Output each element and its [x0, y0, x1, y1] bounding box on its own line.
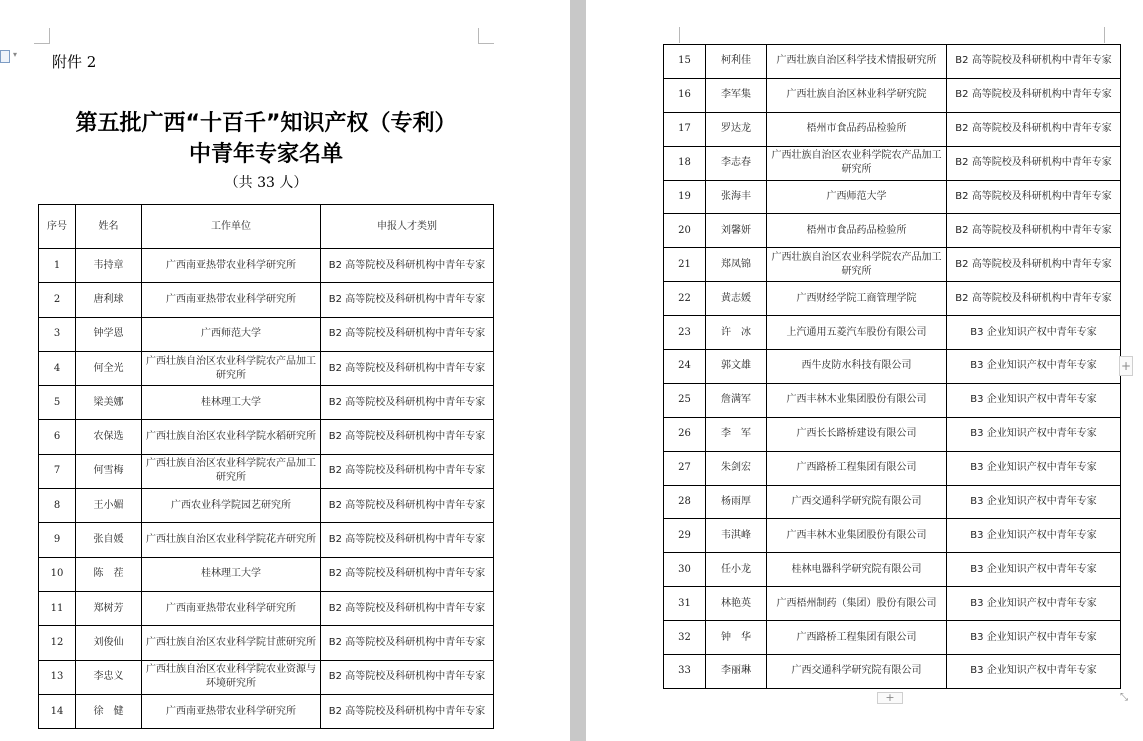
table-row	[39, 591, 494, 625]
talent-category: B2 高等院校及科研机构中青年专家	[947, 112, 1121, 146]
document-title: 第五批广西“十百千”知识产权（专利）	[75, 111, 457, 136]
work-unit: 广西壮族自治区农业科学院农产品加工研究所	[767, 146, 947, 180]
talent-category: B2 高等院校及科研机构中青年专家	[321, 557, 494, 591]
work-unit: 梧州市食品药品检验所	[767, 214, 947, 248]
row-number: 26	[664, 417, 706, 451]
talent-category: B2 高等院校及科研机构中青年专家	[321, 420, 494, 454]
table-row	[39, 283, 494, 317]
table-row	[39, 420, 494, 454]
work-unit: 广西南亚热带农业科学研究所	[142, 694, 321, 728]
row-number: 16	[664, 78, 706, 112]
talent-category: B2 高等院校及科研机构中青年专家	[947, 214, 1121, 248]
talent-category: B3 企业知识产权中青年专家	[947, 417, 1121, 451]
expert-name: 许 冰	[706, 316, 767, 350]
talent-category: B2 高等院校及科研机构中青年专家	[947, 282, 1121, 316]
row-number: 28	[664, 485, 706, 519]
work-unit: 广西丰林木业集团股份有限公司	[767, 383, 947, 417]
table-row	[664, 350, 1121, 384]
table-row	[664, 180, 1121, 214]
talent-category: B2 高等院校及科研机构中青年专家	[947, 78, 1121, 112]
work-unit: 广西壮族自治区农业科学院农业资源与环境研究所	[142, 660, 321, 694]
margin-corner-mark	[664, 27, 680, 43]
talent-category: B2 高等院校及科研机构中青年专家	[321, 351, 494, 385]
row-number: 4	[39, 351, 76, 385]
work-unit: 广西农业科学院园艺研究所	[142, 489, 321, 523]
talent-category: B3 企业知识产权中青年专家	[947, 383, 1121, 417]
table-row	[39, 626, 494, 660]
row-number: 29	[664, 519, 706, 553]
expert-name: 黄志媛	[706, 282, 767, 316]
page-2	[586, 0, 1143, 741]
expert-name: 罗达龙	[706, 112, 767, 146]
table-row	[664, 45, 1121, 79]
expert-name: 张海丰	[706, 180, 767, 214]
row-number: 25	[664, 383, 706, 417]
document-icon[interactable]	[0, 50, 24, 68]
header-no: 序号	[39, 205, 76, 249]
expert-name: 郑树芳	[76, 591, 142, 625]
row-number: 5	[39, 386, 76, 420]
talent-category: B3 企业知识产权中青年专家	[947, 553, 1121, 587]
expert-name: 唐利球	[76, 283, 142, 317]
table-row	[39, 489, 494, 523]
expert-name: 林艳英	[706, 587, 767, 621]
table-row	[664, 214, 1121, 248]
work-unit: 广西壮族自治区农业科学院农产品加工研究所	[142, 454, 321, 488]
row-number: 11	[39, 591, 76, 625]
talent-category: B2 高等院校及科研机构中青年专家	[321, 283, 494, 317]
talent-category: B3 企业知识产权中青年专家	[947, 350, 1121, 384]
row-number: 19	[664, 180, 706, 214]
talent-category: B2 高等院校及科研机构中青年专家	[321, 694, 494, 728]
expert-name: 韦淇峰	[706, 519, 767, 553]
expert-name: 郑凤锦	[706, 248, 767, 282]
page-1	[0, 0, 570, 741]
table-resize-handle[interactable]: ⤡	[1120, 692, 1128, 703]
talent-category: B2 高等院校及科研机构中青年专家	[321, 454, 494, 488]
expert-name: 詹满军	[706, 383, 767, 417]
work-unit: 桂林理工大学	[142, 386, 321, 420]
work-unit: 广西南亚热带农业科学研究所	[142, 249, 321, 283]
expert-name: 农保选	[76, 420, 142, 454]
expert-name: 钟学恩	[76, 317, 142, 351]
talent-category: B3 企业知识产权中青年专家	[947, 655, 1121, 689]
expert-name: 李军集	[706, 78, 767, 112]
table-row	[39, 351, 494, 385]
talent-category: B3 企业知识产权中青年专家	[947, 485, 1121, 519]
expert-name: 李忠义	[76, 660, 142, 694]
expert-name: 何全光	[76, 351, 142, 385]
table-row	[39, 454, 494, 488]
row-number: 21	[664, 248, 706, 282]
row-number: 18	[664, 146, 706, 180]
talent-category: B2 高等院校及科研机构中青年专家	[947, 45, 1121, 79]
table-row	[39, 694, 494, 728]
talent-category: B3 企业知识产权中青年专家	[947, 316, 1121, 350]
work-unit: 梧州市食品药品检验所	[767, 112, 947, 146]
work-unit: 广西梧州制药（集团）股份有限公司	[767, 587, 947, 621]
table-row	[664, 621, 1121, 655]
work-unit: 广西壮族自治区林业科学研究院	[767, 78, 947, 112]
expert-name: 朱剑宏	[706, 451, 767, 485]
work-unit: 上汽通用五菱汽车股份有限公司	[767, 316, 947, 350]
table-header-row	[39, 205, 494, 249]
expert-name: 刘俊仙	[76, 626, 142, 660]
work-unit: 桂林理工大学	[142, 557, 321, 591]
talent-category: B2 高等院校及科研机构中青年专家	[321, 489, 494, 523]
work-unit: 广西壮族自治区农业科学院水稻研究所	[142, 420, 321, 454]
talent-category: B3 企业知识产权中青年专家	[947, 587, 1121, 621]
attachment-label: 附件 2	[52, 53, 97, 71]
add-row-button[interactable]: +	[877, 692, 903, 704]
row-number: 20	[664, 214, 706, 248]
table-row	[664, 587, 1121, 621]
document-subtitle: （共 33 人）	[224, 175, 308, 191]
page-gutter	[570, 0, 586, 741]
expert-table-part1	[38, 204, 494, 729]
table-row	[664, 655, 1121, 689]
talent-category: B2 高等院校及科研机构中青年专家	[321, 249, 494, 283]
expert-name: 李志春	[706, 146, 767, 180]
work-unit: 广西壮族自治区农业科学院甘蔗研究所	[142, 626, 321, 660]
row-number: 3	[39, 317, 76, 351]
row-number: 2	[39, 283, 76, 317]
work-unit: 广西路桥工程集团有限公司	[767, 621, 947, 655]
talent-category: B2 高等院校及科研机构中青年专家	[321, 591, 494, 625]
work-unit: 广西师范大学	[142, 317, 321, 351]
expert-name: 刘馨妍	[706, 214, 767, 248]
table-row	[39, 523, 494, 557]
work-unit: 广西长长路桥建设有限公司	[767, 417, 947, 451]
margin-corner-mark	[478, 28, 494, 44]
header-category: 申报人才类别	[321, 205, 494, 249]
expert-name: 韦持章	[76, 249, 142, 283]
work-unit: 广西壮族自治区农业科学院花卉研究所	[142, 523, 321, 557]
talent-category: B2 高等院校及科研机构中青年专家	[947, 248, 1121, 282]
table-row	[664, 282, 1121, 316]
work-unit: 广西交通科学研究院有限公司	[767, 655, 947, 689]
expert-name: 郭文雄	[706, 350, 767, 384]
table-row	[664, 553, 1121, 587]
talent-category: B2 高等院校及科研机构中青年专家	[321, 317, 494, 351]
work-unit: 广西壮族自治区农业科学院农产品加工研究所	[142, 351, 321, 385]
row-number: 27	[664, 451, 706, 485]
row-number: 22	[664, 282, 706, 316]
table-row	[39, 249, 494, 283]
expert-name: 何雪梅	[76, 454, 142, 488]
table-row	[664, 316, 1121, 350]
table-row	[664, 451, 1121, 485]
table-row	[664, 519, 1121, 553]
expert-name: 杨雨厚	[706, 485, 767, 519]
row-number: 7	[39, 454, 76, 488]
work-unit: 广西丰林木业集团股份有限公司	[767, 519, 947, 553]
talent-category: B2 高等院校及科研机构中青年专家	[947, 146, 1121, 180]
table-row	[664, 383, 1121, 417]
work-unit: 广西交通科学研究院有限公司	[767, 485, 947, 519]
work-unit: 广西财经学院工商管理学院	[767, 282, 947, 316]
expert-name: 王小媚	[76, 489, 142, 523]
talent-category: B2 高等院校及科研机构中青年专家	[321, 386, 494, 420]
row-number: 23	[664, 316, 706, 350]
expert-name: 陈 茬	[76, 557, 142, 591]
table-row	[664, 112, 1121, 146]
table-row	[664, 146, 1121, 180]
margin-corner-mark	[1104, 27, 1120, 43]
row-number: 8	[39, 489, 76, 523]
table-row	[39, 557, 494, 591]
expert-name: 徐 健	[76, 694, 142, 728]
table-row	[664, 417, 1121, 451]
row-number: 24	[664, 350, 706, 384]
table-row	[664, 248, 1121, 282]
talent-category: B2 高等院校及科研机构中青年专家	[321, 660, 494, 694]
row-number: 33	[664, 655, 706, 689]
add-column-button[interactable]: +	[1119, 356, 1133, 376]
expert-name: 张自媛	[76, 523, 142, 557]
row-number: 14	[39, 694, 76, 728]
talent-category: B3 企业知识产权中青年专家	[947, 621, 1121, 655]
row-number: 15	[664, 45, 706, 79]
table-row	[39, 317, 494, 351]
table-row	[39, 660, 494, 694]
row-number: 1	[39, 249, 76, 283]
expert-name: 任小龙	[706, 553, 767, 587]
expert-name: 钟 华	[706, 621, 767, 655]
work-unit: 桂林电器科学研究院有限公司	[767, 553, 947, 587]
header-org: 工作单位	[142, 205, 321, 249]
row-number: 10	[39, 557, 76, 591]
expert-name: 梁美娜	[76, 386, 142, 420]
work-unit: 广西南亚热带农业科学研究所	[142, 283, 321, 317]
header-name: 姓名	[76, 205, 142, 249]
expert-name: 柯利佳	[706, 45, 767, 79]
expert-name: 李 军	[706, 417, 767, 451]
talent-category: B3 企业知识产权中青年专家	[947, 451, 1121, 485]
work-unit: 西牛皮防水科技有限公司	[767, 350, 947, 384]
work-unit: 广西南亚热带农业科学研究所	[142, 591, 321, 625]
margin-corner-mark	[34, 28, 50, 44]
table-row	[664, 78, 1121, 112]
chevron-down-icon: ▾	[13, 50, 18, 59]
row-number: 13	[39, 660, 76, 694]
expert-name: 李丽琳	[706, 655, 767, 689]
row-number: 30	[664, 553, 706, 587]
work-unit: 广西壮族自治区科学技术情报研究所	[767, 45, 947, 79]
work-unit: 广西壮族自治区农业科学院农产品加工研究所	[767, 248, 947, 282]
row-number: 9	[39, 523, 76, 557]
row-number: 17	[664, 112, 706, 146]
work-unit: 广西师范大学	[767, 180, 947, 214]
talent-category: B2 高等院校及科研机构中青年专家	[321, 523, 494, 557]
page-sheet-icon	[0, 50, 10, 63]
table-row	[664, 485, 1121, 519]
work-unit: 广西路桥工程集团有限公司	[767, 451, 947, 485]
row-number: 32	[664, 621, 706, 655]
row-number: 31	[664, 587, 706, 621]
talent-category: B3 企业知识产权中青年专家	[947, 519, 1121, 553]
talent-category: B2 高等院校及科研机构中青年专家	[947, 180, 1121, 214]
document-title-line2: 中青年专家名单	[188, 142, 343, 167]
table-row	[39, 386, 494, 420]
talent-category: B2 高等院校及科研机构中青年专家	[321, 626, 494, 660]
row-number: 12	[39, 626, 76, 660]
expert-table-part2	[663, 44, 1121, 689]
row-number: 6	[39, 420, 76, 454]
